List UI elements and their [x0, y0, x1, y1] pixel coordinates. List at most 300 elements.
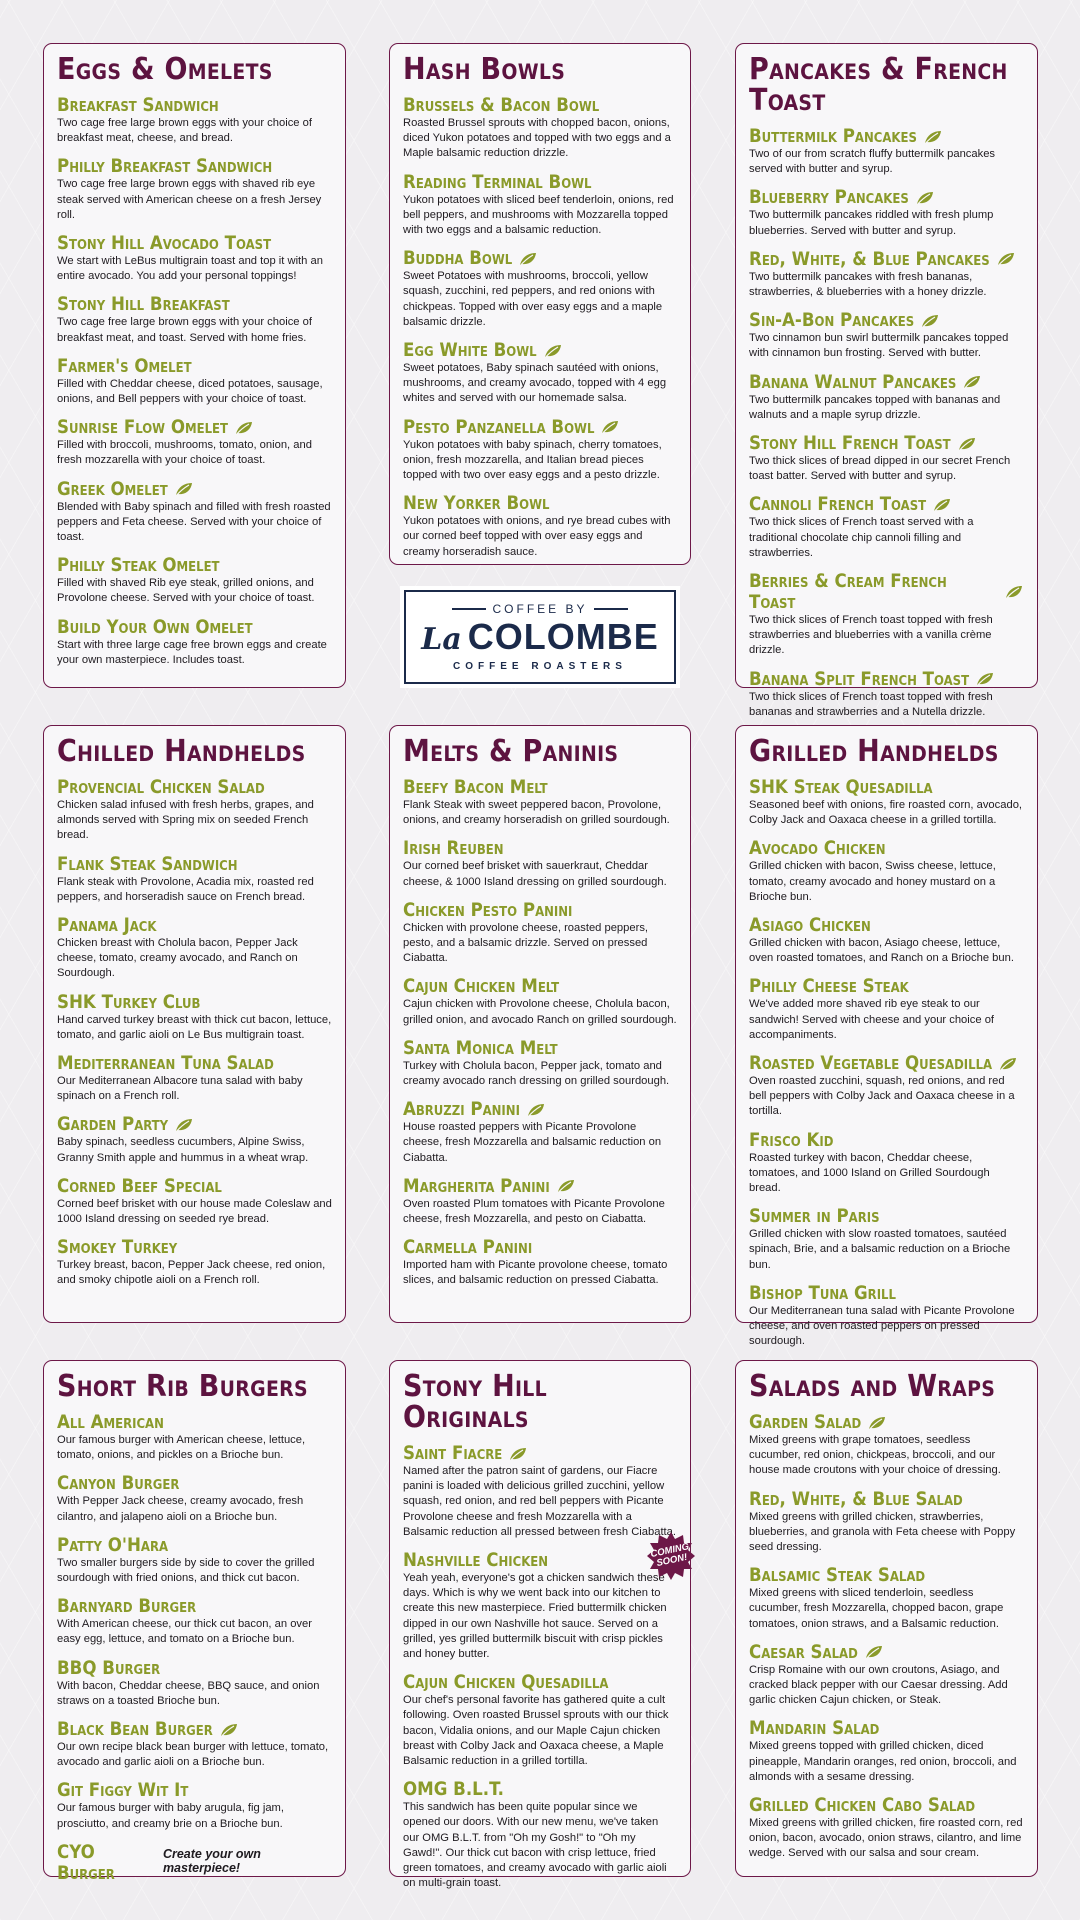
item-name-row — [749, 571, 1024, 613]
item-description: Roasted turkey with bacon, Cheddar cheese, tomatoes, and 1000 Island on Grilled Sourdough bread. — [749, 1151, 990, 1195]
item-name-row — [57, 1535, 332, 1556]
item-description: Oven roasted zucchini, squash, red onions, and red bell peppers with Colby Jack and Oaxaca cheese in a tortilla. — [749, 1075, 1015, 1118]
item-name: CYO Burger — [57, 1841, 115, 1884]
menu-item-stony-hill-breakfast — [57, 294, 332, 345]
logo-bottom-text: COFFEE ROASTERS — [453, 661, 627, 672]
item-name-row — [57, 777, 332, 798]
item-name: Canyon Burger — [57, 1473, 180, 1495]
item-name-row — [749, 838, 1024, 859]
item-name-row — [749, 494, 1024, 515]
item-description: Mixed greens topped with grilled chicken, diced pineapple, Mandarin oranges, red onion, broccoli, and almonds with a sesame dressing. — [749, 1740, 1017, 1783]
item-name-row — [57, 1237, 332, 1258]
item-name-row — [57, 1596, 332, 1617]
section-title: Hash Bowls — [403, 52, 566, 87]
item-name-row — [403, 1038, 677, 1059]
item-description: Blended with Baby spinach and filled with fresh roasted peppers and Feta cheese. Served with your choice of toast. — [57, 500, 331, 544]
item-description: Our famous burger with baby arugula, fig jam, prosciutto, and creamy brie on a Brioche bun. — [57, 1802, 284, 1830]
section-hash-bowls — [389, 43, 691, 565]
item-name-row — [749, 1642, 1024, 1663]
item-description: Two thick slices of bread dipped in our secret French toast batter. Served with butter and syrup. — [749, 455, 1011, 483]
menu-item-black-bean-burger — [57, 1719, 332, 1770]
menu-item-red-white-blue-pancakes — [749, 249, 1024, 300]
item-name-row — [403, 493, 677, 514]
section-title: Eggs & Omelets — [57, 52, 273, 87]
item-description: Two thick slices of French toast topped with fresh bananas and strawberries and a Nutella drizzle. — [749, 690, 993, 718]
item-name-row — [57, 156, 332, 177]
vegetarian-leaf-icon — [957, 436, 977, 452]
menu-item-mediterranean-tuna-salad — [57, 1053, 332, 1104]
item-name: Provencial Chicken Salad — [57, 777, 265, 798]
item-description: Chicken breast with Cholula bacon, Pepper Jack cheese, tomato, creamy avocado, and Ranch on Sourdough. — [57, 937, 298, 980]
item-name-row — [749, 915, 1024, 936]
item-name-row — [749, 126, 1024, 147]
item-name: BBQ Burger — [57, 1657, 161, 1679]
vegetarian-leaf-icon — [526, 1102, 546, 1118]
menu-item-bbq-burger — [57, 1658, 332, 1709]
menu-item-build-your-own-omelet — [57, 617, 332, 668]
section-pancakes-french-toast — [735, 43, 1038, 718]
menu-item-abruzzi-panini — [403, 1099, 677, 1166]
item-name-row — [403, 1237, 677, 1258]
item-name: Blueberry Pancakes — [749, 187, 909, 209]
item-description: Two buttermilk pancakes topped with bananas and walnuts and a maple syrup drizzle. — [749, 393, 1001, 421]
item-description: Our own recipe black bean burger with lettuce, tomato, avocado and garlic aioli on a Brioche bun. — [57, 1741, 329, 1769]
item-description: Grilled chicken with bacon, Swiss cheese, lettuce, tomato, creamy avocado and honey mustard on a Brioche bun. — [749, 860, 996, 903]
item-name: Balsamic Steak Salad — [749, 1565, 926, 1587]
item-name: Barnyard Burger — [57, 1596, 197, 1618]
item-name-row — [749, 777, 1024, 798]
section-title: Pancakes & French Toast — [749, 52, 1008, 118]
menu-item-reading-terminal-bowl — [403, 172, 677, 239]
item-name-row — [749, 249, 1024, 270]
item-name-row — [749, 1795, 1024, 1816]
item-description: Two cage free large brown eggs with your choice of breakfast meat, cheese, and bread. — [57, 117, 312, 145]
item-description: Two buttermilk pancakes with fresh bananas, strawberries, & blueberries with a honey drizzle. — [749, 270, 987, 299]
item-name: Nashville Chicken — [403, 1550, 549, 1572]
item-description: Filled with Cheddar cheese, diced potatoes, sausage, onions, and Bell peppers with your choice of toast. — [57, 377, 323, 406]
item-description: Roasted Brussel sprouts with chopped bacon, onions, diced Yukon potatoes and topped with two eggs and a Maple balsamic reduction drizzle. — [403, 117, 671, 160]
item-name: Cajun Chicken Melt — [403, 976, 560, 998]
item-description: Oven roasted Plum tomatoes with Picante Provolone cheese, fresh Mozzarella, and pesto on Ciabatta. — [403, 1197, 665, 1226]
item-name-row — [57, 1473, 332, 1494]
menu-item-margherita-panini — [403, 1176, 677, 1227]
item-description: Mixed greens with grilled chicken, strawberries, blueberries, and granola with Feta cheese with Poppy seed dressing. — [749, 1510, 1016, 1554]
item-name-row — [403, 1779, 677, 1800]
item-description: Start with three large cage free brown eggs and create your own masterpiece. Includes toast. — [57, 638, 327, 666]
menu-item-cannoli-french-toast — [749, 494, 1024, 561]
item-description: Yukon potatoes with sliced beef tenderloin, onions, red bell peppers, and mushrooms with Mozzarella topped with two eggs and a balsamic reduction. — [403, 193, 674, 237]
item-name: Stony Hill French Toast — [749, 433, 951, 455]
item-name: Mandarin Salad — [749, 1718, 880, 1740]
menu-item-patty-o-hara — [57, 1535, 332, 1586]
item-description: Turkey with Cholula bacon, Pepper jack, tomato and creamy avocado ranch dressing on grilled sourdough. — [403, 1059, 670, 1088]
logo-top-text: COFFEE BY — [452, 602, 627, 616]
menu-item-omg-b-l-t — [403, 1779, 677, 1891]
menu-item-cajun-chicken-quesadilla — [403, 1672, 677, 1769]
menu-item-garden-party — [57, 1114, 332, 1165]
coming-soon-badge — [646, 1531, 696, 1581]
item-name: Berries & Cream French Toast — [749, 571, 947, 614]
section-grilled-handhelds — [735, 725, 1038, 1348]
menu-item-saint-fiacre — [403, 1443, 677, 1540]
vegetarian-leaf-icon — [174, 481, 194, 497]
item-description: Chicken with provolone cheese, roasted peppers, pesto, and a balsamic drizzle. Served on pressed Ciabatta. — [403, 921, 649, 965]
item-name: Bishop Tuna Grill — [749, 1282, 896, 1304]
item-name: Cajun Chicken Quesadilla — [403, 1672, 609, 1694]
logo-wordmark — [421, 618, 659, 659]
item-name: Saint Fiacre — [403, 1443, 503, 1464]
section-title: Grilled Handhelds — [749, 734, 999, 769]
menu-item-summer-in-paris — [749, 1206, 1024, 1273]
item-description: Our Mediterranean Albacore tuna salad with baby spinach on a French roll. — [57, 1075, 303, 1103]
item-name-row — [403, 777, 677, 798]
item-name-row — [57, 233, 332, 254]
item-description: Filled with shaved Rib eye steak, grilled onions, and Provolone cheese. Served with your choice of toast. — [57, 577, 315, 605]
item-name: Farmer's Omelet — [57, 355, 192, 377]
menu-item-banana-walnut-pancakes — [749, 372, 1024, 423]
item-name-row — [749, 310, 1024, 331]
item-name: Banana Split French Toast — [749, 668, 970, 690]
menu-item-sin-a-bon-pancakes — [749, 310, 1024, 361]
item-name: Mediterranean Tuna Salad — [57, 1053, 274, 1075]
item-name: Buttermilk Pancakes — [749, 126, 917, 147]
menu-item-bishop-tuna-grill — [749, 1283, 1024, 1350]
vegetarian-leaf-icon — [518, 251, 538, 267]
la-colombe-logo — [400, 586, 680, 688]
item-description: Yeah yeah, everyone's got a chicken sandwich these days. Which is why we went back into our kitchen to create this new masterpiece. Fried buttermilk chicken dipped in our own Nashville hot sauce. Served on a grilled, yes grilled buttermilk biscuit with crisp pickles and honey butter. — [403, 1572, 667, 1661]
item-name: All American — [57, 1412, 164, 1433]
item-name-row — [749, 976, 1024, 997]
section-title: Stony Hill Originals — [403, 1369, 547, 1435]
menu-item-nashville-chicken — [403, 1550, 677, 1662]
item-name: Philly Cheese Steak — [749, 976, 909, 998]
vegetarian-leaf-icon — [1004, 584, 1024, 600]
vegetarian-leaf-icon — [600, 419, 620, 435]
menu-item-chicken-pesto-panini — [403, 900, 677, 967]
item-name: Stony Hill Breakfast — [57, 294, 230, 316]
menu-item-philly-breakfast-sandwich — [57, 156, 332, 223]
item-name: Margherita Panini — [403, 1175, 550, 1197]
item-description: With bacon, Cheddar cheese, BBQ sauce, and onion straws on a toasted Brioche bun. — [57, 1679, 320, 1707]
section-title: Short Rib Burgers — [57, 1369, 308, 1404]
item-name: New Yorker Bowl — [403, 493, 550, 515]
item-description: Cajun chicken with Provolone cheese, Cholula bacon, grilled onion, and avocado Ranch on grilled sourdough. — [403, 998, 677, 1026]
item-description: Seasoned beef with onions, fire roasted corn, avocado, Colby Jack and Oaxaca cheese in a grilled tortilla. — [749, 799, 1023, 827]
menu-item-git-figgy-wit-it — [57, 1780, 332, 1831]
menu-item-panama-jack — [57, 915, 332, 982]
item-name: Sunrise Flow Omelet — [57, 417, 229, 439]
logo-frame — [404, 590, 676, 684]
item-description: Flank Steak with sweet peppered bacon, Provolone, onions, and creamy horseradish on grilled sourdough. — [403, 799, 670, 827]
item-name-row — [57, 356, 332, 377]
item-name: Sin-A-Bon Pancakes — [749, 310, 915, 332]
menu-item-stony-hill-french-toast — [749, 433, 1024, 484]
section-title: Salads and Wraps — [749, 1369, 996, 1404]
menu-item-avocado-chicken — [749, 838, 1024, 905]
menu-item-provencial-chicken-salad — [57, 777, 332, 844]
item-name: Roasted Vegetable Quesadilla — [749, 1053, 993, 1075]
item-name: Beefy Bacon Melt — [403, 777, 548, 798]
item-name-row — [57, 1053, 332, 1074]
item-description: Crisp Romaine with our own croutons, Asiago, and cracked black pepper with our Caesar dressing. Add garlic chicken Cajun chicken, or Steak. — [749, 1663, 1008, 1707]
item-name: Stony Hill Avocado Toast — [57, 233, 272, 255]
item-name: Git Figgy Wit It — [57, 1780, 189, 1802]
menu-item-stony-hill-avocado-toast — [57, 233, 332, 284]
item-name-row — [403, 95, 677, 116]
menu-item-roasted-vegetable-quesadilla — [749, 1053, 1024, 1120]
menu-item-asiago-chicken — [749, 915, 1024, 966]
item-name: Avocado Chicken — [749, 838, 886, 860]
item-name: Black Bean Burger — [57, 1719, 213, 1741]
item-description: Two of our from scratch fluffy buttermilk pancakes served with butter and syrup. — [749, 148, 996, 176]
vegetarian-leaf-icon — [975, 671, 995, 687]
item-name-row — [57, 555, 332, 576]
item-description: Two thick slices of French toast topped with fresh strawberries and blueberries with a vanilla crème drizzle. — [749, 614, 993, 657]
item-name-row — [57, 1658, 332, 1679]
item-name: Panama Jack — [57, 915, 157, 937]
item-description: Yukon potatoes with baby spinach, cherry tomatoes, onion, fresh mozzarella, and Italian bread pieces topped with two over easy eggs and a pesto drizzle. — [403, 438, 662, 482]
item-name-row — [749, 1718, 1024, 1739]
item-description: Two cage free large brown eggs with shaved rib eye steak served with American cheese on a fresh Jersey roll. — [57, 178, 322, 221]
menu-item-frisco-kid — [749, 1130, 1024, 1197]
item-name: Cannoli French Toast — [749, 494, 927, 516]
item-name: OMG B.L.T. — [403, 1779, 504, 1801]
item-description: Two thick slices of French toast served with a traditional chocolate chip cannoli filling and strawberries. — [749, 516, 974, 559]
item-name-row — [749, 187, 1024, 208]
item-description: Our chef's personal favorite has gathered quite a cult following. Oven roasted Brussel sprouts with our thick bacon, Vidalia onions, and our Maple Cajun chicken breast with Colby Jack and Oaxaca cheese, a Maple Balsamic reduction in a grilled tortilla. — [403, 1694, 669, 1768]
menu-item-smokey-turkey — [57, 1237, 332, 1288]
item-name-row — [57, 95, 332, 116]
section-salads-and-wraps — [735, 1360, 1038, 1877]
item-name-row — [57, 1780, 332, 1801]
menu-item-new-yorker-bowl — [403, 493, 677, 560]
item-name-row — [749, 372, 1024, 393]
section-title: Chilled Handhelds — [57, 734, 306, 769]
menu-item-balsamic-steak-salad — [749, 1565, 1024, 1632]
item-description: This sandwich has been quite popular since we opened our doors. With our new menu, we've taken our OMG B.L.T. from "Oh my Gosh!" to "Oh my Gawd!". Our thick cut bacon with crisp lettuce, fried green tomatoes, and creamy avocado with garlic aioli on multi-grain toast. — [403, 1801, 667, 1890]
item-name: Smokey Turkey — [57, 1237, 178, 1259]
menu-item-farmer-s-omelet — [57, 356, 332, 407]
menu-item-caesar-salad — [749, 1642, 1024, 1709]
vegetarian-leaf-icon — [915, 190, 935, 206]
item-name-row — [403, 248, 677, 269]
menu-item-blueberry-pancakes — [749, 187, 1024, 238]
item-name: Breakfast Sandwich — [57, 95, 219, 116]
item-description: Two smaller burgers side by side to cover the grilled sourdough with fried onions, and thick cut bacon. — [57, 1556, 315, 1585]
item-description: We've added more shaved rib eye steak to our sandwich! Served with cheese and your choice of accompaniments. — [749, 998, 995, 1041]
menu-item-banana-split-french-toast — [749, 669, 1024, 720]
item-name-row — [749, 1206, 1024, 1227]
item-name: Reading Terminal Bowl — [403, 171, 592, 193]
item-description: Mixed greens with grilled chicken, fire roasted corn, red onion, bacon, avocado, onion straws, cilantro, and lime wedge. Served with our salsa and sour cream. — [749, 1817, 1023, 1860]
item-name-row — [403, 417, 677, 438]
vegetarian-leaf-icon — [219, 1722, 239, 1738]
logo-name: COLOMBE — [467, 616, 659, 657]
item-description: Chicken salad infused with fresh herbs, grapes, and almonds served with Spring mix on seeded French bread. — [57, 799, 314, 842]
item-name-row — [57, 294, 332, 315]
item-description: Turkey breast, bacon, Pepper Jack cheese, red onion, and smoky chipotle aioli on a French roll. — [57, 1259, 326, 1287]
item-name: Garden Party — [57, 1114, 169, 1136]
item-name-row — [403, 1672, 677, 1693]
item-name: Carmella Panini — [403, 1237, 533, 1259]
item-name: Grilled Chicken Cabo Salad — [749, 1795, 976, 1817]
item-name-row — [403, 1099, 677, 1120]
menu-item-grilled-chicken-cabo-salad — [749, 1795, 1024, 1862]
item-name-row — [403, 1443, 677, 1464]
vegetarian-leaf-icon — [932, 497, 952, 513]
menu-item-sunrise-flow-omelet — [57, 417, 332, 468]
logo-la: La — [421, 622, 462, 657]
vegetarian-leaf-icon — [923, 129, 943, 145]
item-name: Summer in Paris — [749, 1206, 880, 1228]
vegetarian-leaf-icon — [867, 1415, 887, 1431]
item-name: Flank Steak Sandwich — [57, 853, 238, 875]
section-eggs-omelets — [43, 43, 346, 688]
vegetarian-leaf-icon — [543, 343, 563, 359]
item-name-row — [57, 992, 332, 1013]
menu-item-beefy-bacon-melt — [403, 777, 677, 828]
menu-item-berries-cream-french-toast — [749, 571, 1024, 659]
item-description: Imported ham with Picante provolone cheese, tomato slices, and balsamic reduction on pressed Ciabatta. — [403, 1259, 668, 1287]
item-description: Corned beef brisket with our house made Coleslaw and 1000 Island dressing on seeded rye bread. — [57, 1197, 332, 1226]
item-name-row — [403, 976, 677, 997]
item-name: Greek Omelet — [57, 478, 168, 500]
item-name-row — [749, 1565, 1024, 1586]
item-name: Buddha Bowl — [403, 248, 513, 270]
item-name-row — [57, 1719, 332, 1740]
item-description: Two cage free large brown eggs with your choice of breakfast meat, and toast. Served with home fries. — [57, 316, 312, 344]
item-name-row — [57, 617, 332, 638]
menu-item-irish-reuben — [403, 838, 677, 889]
item-description: Our famous burger with American cheese, lettuce, tomato, onions, and pickles on a Brioche bun. — [57, 1434, 306, 1462]
item-name: SHK Turkey Club — [57, 991, 201, 1013]
item-name: Asiago Chicken — [749, 915, 871, 937]
item-name-row — [57, 1412, 332, 1433]
vegetarian-leaf-icon — [508, 1446, 528, 1462]
item-description: We start with LeBus multigrain toast and top it with an entire avocado. You add your personal toppings! — [57, 255, 323, 283]
section-title: Melts & Paninis — [403, 734, 619, 769]
vegetarian-leaf-icon — [996, 251, 1016, 267]
menu-item-buddha-bowl — [403, 248, 677, 330]
item-name-row — [403, 172, 677, 193]
item-name-row — [749, 1412, 1024, 1433]
menu-item-shk-turkey-club — [57, 992, 332, 1043]
item-name-row — [57, 417, 332, 438]
menu-item-buttermilk-pancakes — [749, 126, 1024, 177]
menu-item-red-white-blue-salad — [749, 1489, 1024, 1556]
item-description: Sweet Potatoes with mushrooms, broccoli, yellow squash, zucchini, red peppers, and red onions with chickpeas. Topped with over easy eggs and a maple balsamic drizzle. — [403, 270, 663, 328]
item-name: Abruzzi Panini — [403, 1099, 520, 1121]
menu-item-egg-white-bowl — [403, 340, 677, 407]
menu-item-carmella-panini — [403, 1237, 677, 1288]
item-name: Banana Walnut Pancakes — [749, 371, 957, 393]
menu-item-philly-cheese-steak — [749, 976, 1024, 1043]
menu-item-brussels-bacon-bowl — [403, 95, 677, 162]
item-description: Baby spinach, seedless cucumbers, Alpine Swiss, Granny Smith apple and hummus in a wheat wrap. — [57, 1136, 309, 1164]
item-name-row — [403, 900, 677, 921]
item-description: Filled with broccoli, mushrooms, tomato, onion, and fresh mozzarella with your choice of toast. — [57, 439, 312, 467]
item-name: Garden Salad — [749, 1412, 862, 1433]
menu-item-shk-steak-quesadilla — [749, 777, 1024, 828]
item-description: Our Mediterranean tuna salad with Picante Provolone cheese, and oven roasted peppers on pressed sourdough. — [749, 1304, 1015, 1348]
item-description: Sweet potatoes, Baby spinach sautéed with onions, mushrooms, and creamy avocado, topped with 4 egg whites and served with our homemade salsa. — [403, 362, 667, 405]
item-description: Hand carved turkey breast with thick cut bacon, lettuce, tomato, and garlic aioli on Le Bus multigrain toast. — [57, 1013, 332, 1041]
item-name-row — [57, 1176, 332, 1197]
item-description: Mixed greens with sliced tenderloin, seedless cucumber, fresh Mozzarella, chopped bacon, grape tomatoes, onion straws, and a Balsamic reduction. — [749, 1587, 1004, 1630]
item-description: Named after the patron saint of gardens, our Fiacre panini is loaded with delicious grilled zucchini, yellow squash, red onion, and red bell peppers with Picante Provolone cheese and fresh Mozzarella with a Balsamic reduction all pressed between fresh Ciabatta. — [403, 1465, 676, 1538]
item-name: Frisco Kid — [749, 1129, 834, 1151]
item-name-row — [749, 1283, 1024, 1304]
vegetarian-leaf-icon — [234, 420, 254, 436]
item-name: Philly Breakfast Sandwich — [57, 156, 273, 178]
item-name: Irish Reuben — [403, 838, 504, 860]
item-name-row — [749, 1053, 1024, 1074]
item-name: Chicken Pesto Panini — [403, 899, 573, 921]
menu-item-garden-salad — [749, 1412, 1024, 1479]
cyo-note: Create your own masterpiece! — [162, 1846, 261, 1875]
item-name-row — [403, 838, 677, 859]
item-name: Caesar Salad — [749, 1641, 858, 1663]
menu-item-cyo-burger — [57, 1842, 332, 1884]
section-chilled-handhelds — [43, 725, 346, 1323]
item-name-row — [749, 1489, 1024, 1510]
item-description: Yukon potatoes with onions, and rye bread cubes with our corned beef topped with over easy eggs and creamy horseradish sauce. — [403, 515, 671, 558]
menu-item-flank-steak-sandwich — [57, 854, 332, 905]
item-name-row — [57, 854, 332, 875]
badge-text: COMING SOON! — [649, 1541, 691, 1570]
menu-item-barnyard-burger — [57, 1596, 332, 1647]
menu-item-pesto-panzanella-bowl — [403, 417, 677, 484]
item-name: Pesto Panzanella Bowl — [403, 416, 595, 438]
item-description: Our corned beef brisket with sauerkraut, Cheddar cheese, & 1000 Island dressing on grilled sourdough. — [403, 860, 667, 888]
menu-item-cajun-chicken-melt — [403, 976, 677, 1027]
menu-item-all-american — [57, 1412, 332, 1463]
item-name-row — [749, 1130, 1024, 1151]
item-name: Red, White, & Blue Pancakes — [749, 248, 990, 270]
vegetarian-leaf-icon — [174, 1117, 194, 1133]
item-name-row — [403, 1550, 677, 1571]
item-description: Grilled chicken with slow roasted tomatoes, sautéed spinach, Brie, and a balsamic reduction on a Brioche bun. — [749, 1228, 1011, 1271]
item-description: With Pepper Jack cheese, creamy avocado, fresh cilantro, and jalapeno aioli on a Brioche bun. — [57, 1495, 304, 1523]
vegetarian-leaf-icon — [920, 313, 940, 329]
section-short-rib-burgers — [43, 1360, 346, 1884]
item-name-row — [403, 1176, 677, 1197]
item-name-row — [57, 1114, 332, 1135]
item-name: Brussels & Bacon Bowl — [403, 95, 600, 116]
item-description: Grilled chicken with bacon, Asiago cheese, lettuce, oven roasted tomatoes, and Ranch on a Brioche bun. — [749, 937, 1014, 965]
item-name-row — [749, 669, 1024, 690]
item-name: Red, White, & Blue Salad — [749, 1488, 963, 1510]
vegetarian-leaf-icon — [962, 374, 982, 390]
item-description: Mixed greens with grape tomatoes, seedless cucumber, red onion, chickpeas, broccoli, and our house made croutons with your choice of dressing. — [749, 1434, 1001, 1477]
item-name-row — [57, 915, 332, 936]
menu-item-santa-monica-melt — [403, 1038, 677, 1089]
menu-item-philly-steak-omelet — [57, 555, 332, 606]
item-name: Build Your Own Omelet — [57, 616, 253, 638]
vegetarian-leaf-icon — [864, 1644, 884, 1660]
menu-item-breakfast-sandwich — [57, 95, 332, 146]
item-description: Two buttermilk pancakes riddled with fresh plump blueberries. Served with butter and syrup. — [749, 209, 994, 237]
section-stony-hill-originals — [389, 1360, 691, 1890]
item-name: Egg White Bowl — [403, 340, 537, 362]
item-name-row — [57, 479, 332, 500]
item-description: Flank steak with Provolone, Acadia mix, roasted red peppers, and horseradish sauce on French bread. — [57, 875, 314, 903]
menu-item-canyon-burger — [57, 1473, 332, 1524]
item-description: House roasted peppers with Picante Provolone cheese, fresh Mozzarella and balsamic reduction on Ciabatta. — [403, 1121, 662, 1164]
item-name-row — [749, 433, 1024, 454]
vegetarian-leaf-icon — [556, 1178, 576, 1194]
item-description: With American cheese, our thick cut bacon, an over easy egg, lettuce, and tomato on a Brioche bun. — [57, 1618, 312, 1646]
